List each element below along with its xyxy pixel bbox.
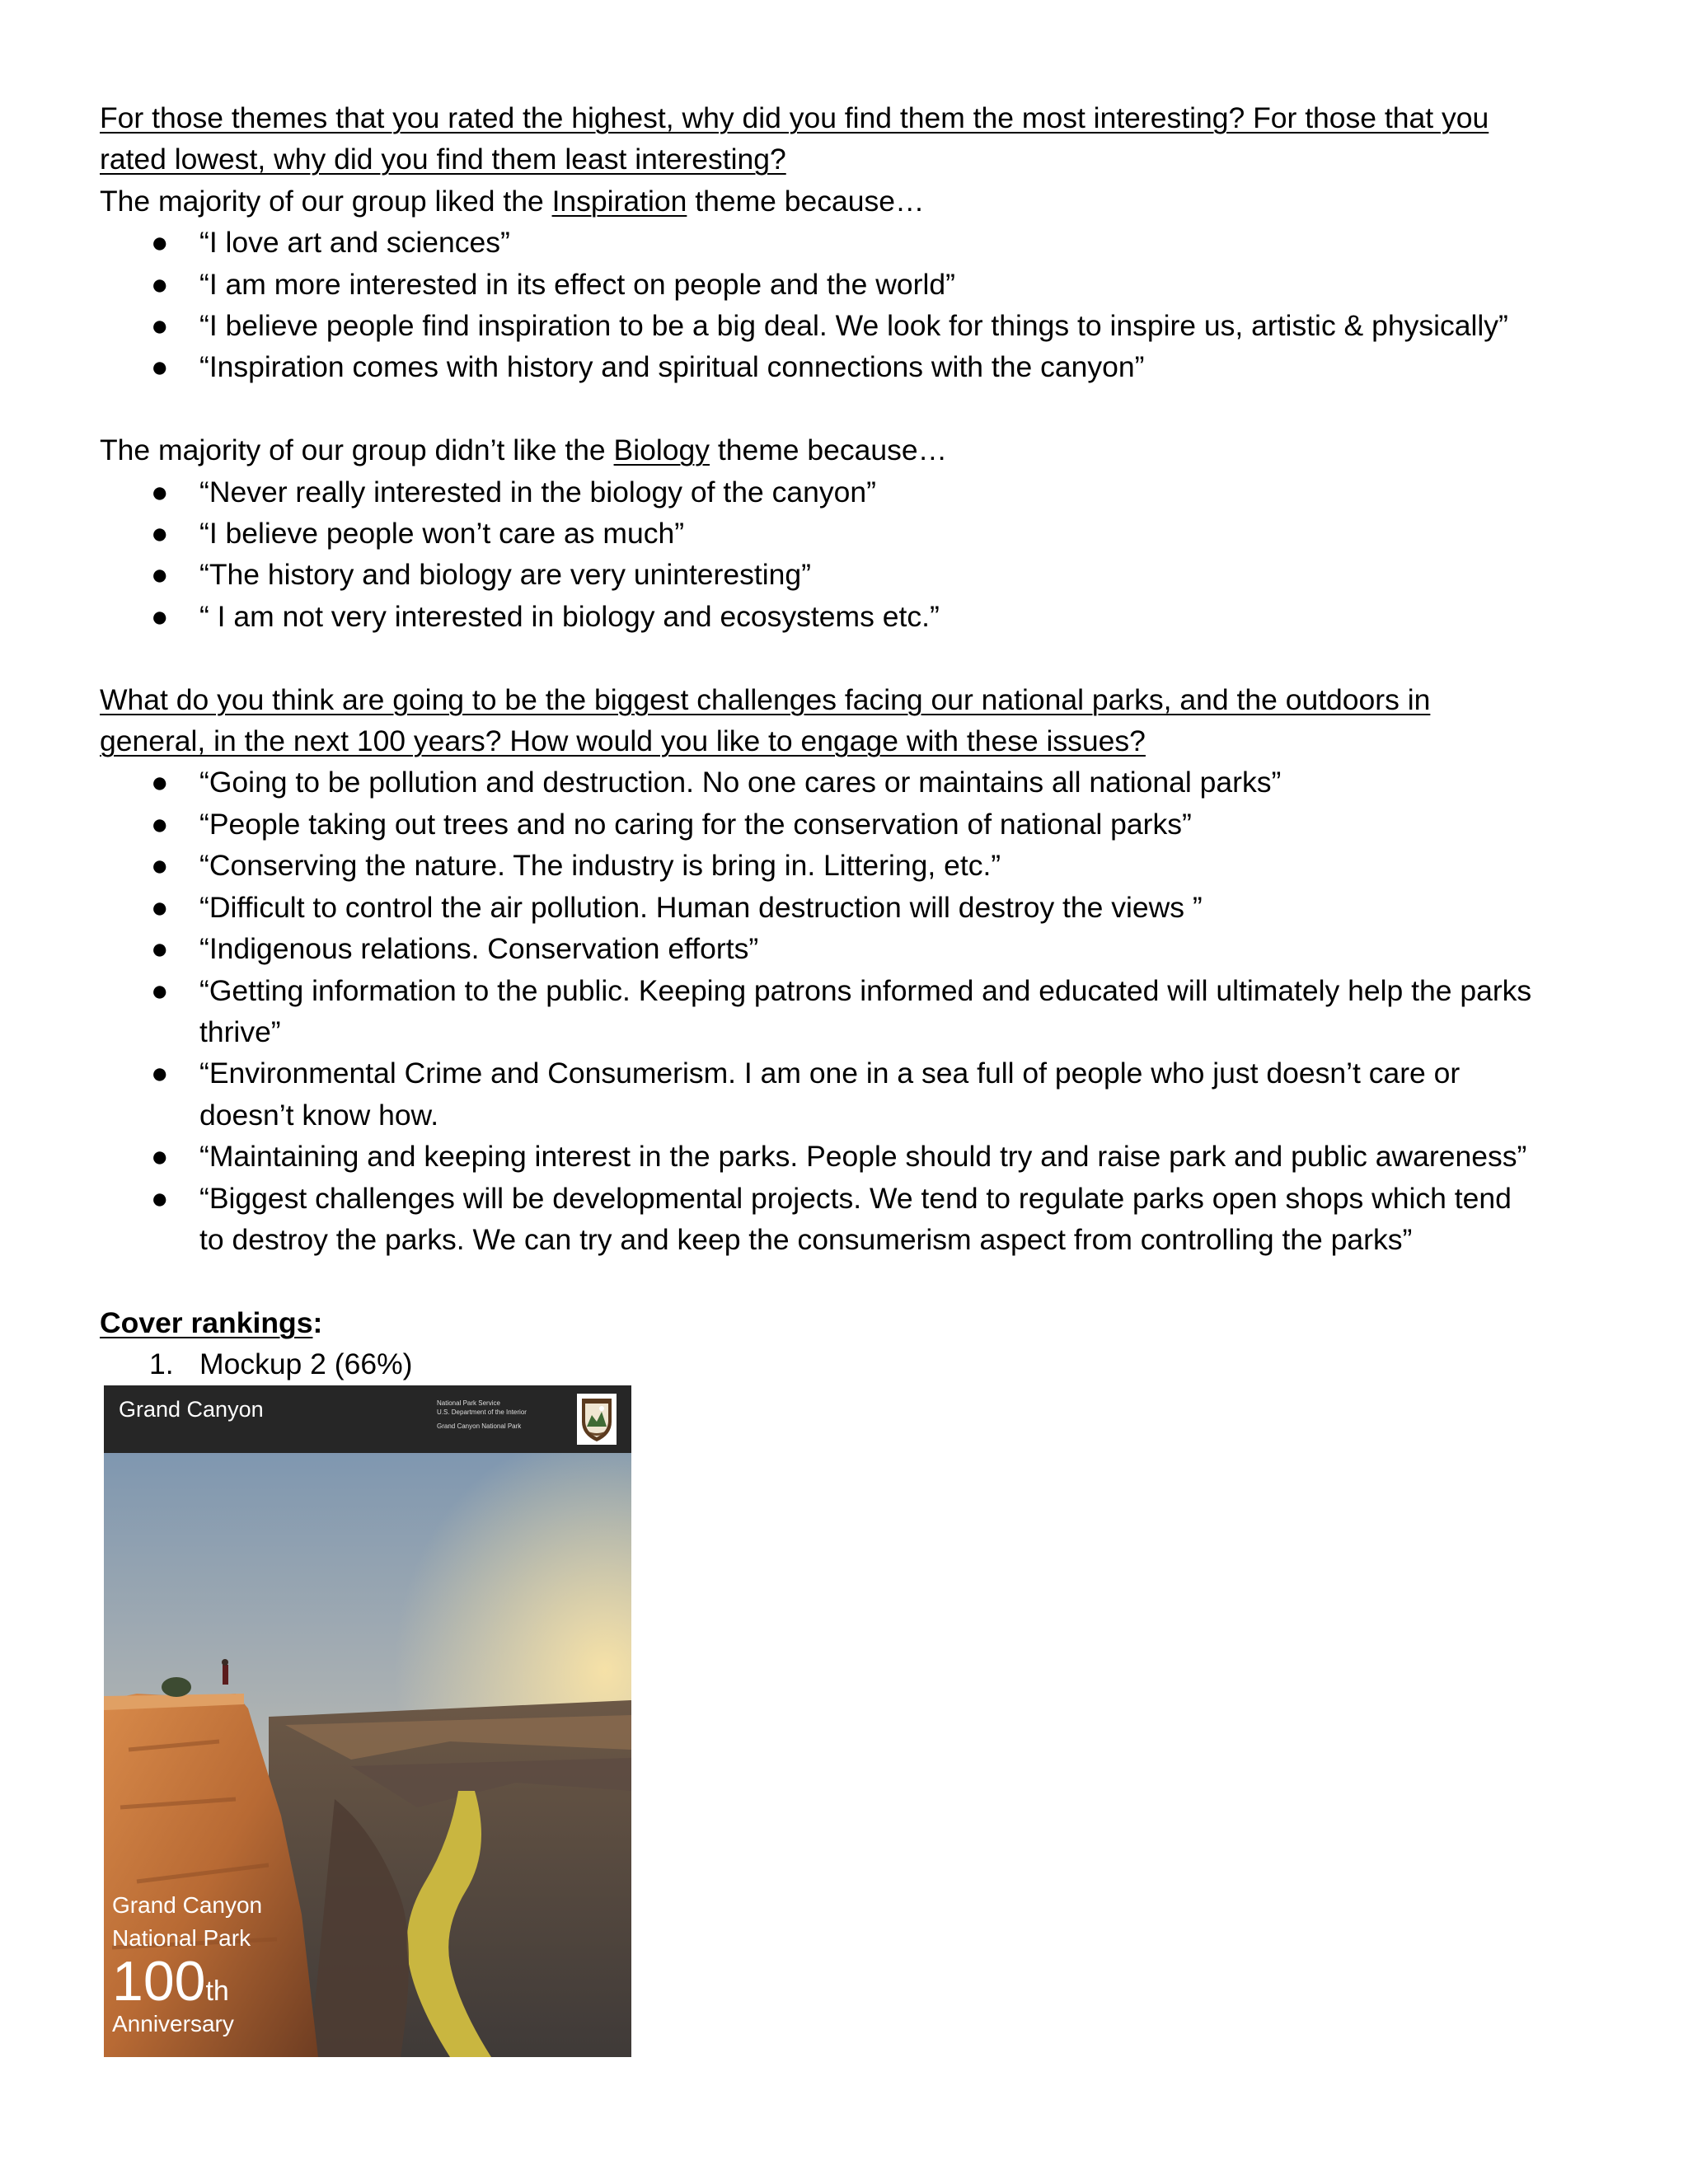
list-item	[100, 1052, 1592, 1136]
liked-intro-suffix: theme because…	[687, 184, 925, 218]
agency-text	[437, 1399, 527, 1431]
cover-rankings-colon: :	[312, 1305, 323, 1339]
list-item	[100, 222, 1592, 263]
bullet-icon: ●	[151, 309, 169, 343]
question-1-heading-line-2: rated lowest, why did you find them least interesting?	[100, 143, 786, 176]
bullet-icon: ●	[151, 973, 169, 1007]
list-item	[100, 596, 1592, 637]
list-item-text-continued: to destroy the parks. We can try and keep the consumerism aspect from controlling the parks”	[199, 1222, 1413, 1256]
disliked-intro-text: The majority of our group didn’t like the	[100, 434, 614, 467]
liked-theme-name: Inspiration	[551, 184, 687, 218]
question-1-heading-line-1: For those themes that you rated the highest, why did you find them the most interesting? For those that you	[100, 101, 1489, 134]
challenges-list	[100, 762, 1592, 1260]
rankings-list	[100, 1343, 1592, 1385]
cover-rankings-heading-text: Cover rankings	[100, 1305, 313, 1339]
cover-title: Grand Canyon	[119, 1397, 264, 1422]
agency-line: National Park Service	[437, 1399, 500, 1407]
list-item	[100, 1136, 1592, 1177]
disliked-theme-name: Biology	[613, 434, 710, 467]
list-item-text: “I am more interested in its effect on people and the world”	[199, 267, 955, 301]
list-item	[100, 887, 1592, 928]
ranking-label: Mockup 2 (66%)	[199, 1347, 413, 1381]
bullet-icon: ●	[151, 475, 169, 509]
cover-header-bar	[104, 1385, 631, 1453]
list-item-text: “Conserving the nature. The industry is bring in. Littering, etc.”	[199, 849, 1001, 883]
bullet-icon: ●	[151, 932, 169, 966]
anniversary-suffix: th	[205, 1975, 229, 2007]
disliked-intro-suffix: theme because…	[709, 434, 948, 467]
list-item	[100, 513, 1592, 554]
ranking-number: 1.	[149, 1347, 174, 1381]
disliked-intro	[100, 429, 1592, 471]
list-item-text: “People taking out trees and no caring for the conservation of national parks”	[199, 807, 1192, 841]
bullet-icon: ●	[151, 890, 169, 924]
question-2-heading-line-1: What do you think are going to be the biggest challenges facing our national parks, and the outdoors in	[100, 682, 1431, 716]
list-item	[100, 762, 1592, 803]
list-item	[100, 1178, 1592, 1261]
bullet-icon: ●	[151, 766, 169, 799]
list-item-text: “Maintaining and keeping interest in the parks. People should try and raise park and public awareness”	[199, 1140, 1527, 1174]
list-item	[100, 264, 1592, 305]
bullet-icon: ●	[151, 267, 169, 301]
list-item	[100, 346, 1592, 387]
liked-intro-text: The majority of our group liked the	[100, 184, 552, 218]
ranking-item	[100, 1343, 1592, 1385]
liked-intro	[100, 180, 1592, 222]
bullet-icon: ●	[151, 1140, 169, 1174]
list-item	[100, 554, 1592, 595]
bullet-icon: ●	[151, 1057, 169, 1090]
list-item-text: “Inspiration comes with history and spiritual connections with the canyon”	[199, 350, 1145, 384]
liked-list	[100, 222, 1592, 388]
list-item-text: “ I am not very interested in biology and ecosystems etc.”	[199, 599, 940, 633]
list-item-text: “I love art and sciences”	[199, 226, 510, 260]
list-item-text-continued: doesn’t know how.	[199, 1098, 439, 1132]
list-item	[100, 845, 1592, 886]
list-item-text: “The history and biology are very uninteresting”	[199, 558, 811, 592]
list-item-text: “Never really interested in the biology of the canyon”	[199, 475, 876, 509]
list-item-text: “Environmental Crime and Consumerism. I am one in a sea full of people who just doesn’t care or	[199, 1057, 1461, 1090]
caption-line-3: Anniversary	[112, 2011, 234, 2036]
list-item	[100, 471, 1592, 513]
bullet-icon: ●	[151, 849, 169, 883]
list-item-text: “Biggest challenges will be developmental projects. We tend to regulate parks open shops which tend	[199, 1181, 1512, 1215]
bullet-icon: ●	[151, 599, 169, 633]
list-item-text: “I believe people won’t care as much”	[199, 517, 685, 551]
list-item	[100, 970, 1592, 1053]
bullet-icon: ●	[151, 807, 169, 841]
list-item-text-continued: thrive”	[199, 1015, 281, 1048]
bullet-icon: ●	[151, 350, 169, 384]
cover-caption	[112, 1889, 262, 2041]
list-item-text: “Difficult to control the air pollution. Human destruction will destroy the views ”	[199, 890, 1203, 924]
list-item	[100, 928, 1592, 969]
list-item-text: “Going to be pollution and destruction. No one cares or maintains all national parks”	[199, 766, 1282, 799]
question-2-heading-line-2: general, in the next 100 years? How would you like to engage with these issues?	[100, 724, 1146, 758]
anniversary-number: 100	[112, 1950, 206, 2013]
disliked-list	[100, 471, 1592, 638]
cover-mockup-image	[104, 1385, 631, 2057]
list-item-text: “Indigenous relations. Conservation efforts”	[199, 932, 759, 966]
cover-rankings-heading	[100, 1302, 1592, 1343]
agency-line: U.S. Department of the Interior	[437, 1408, 527, 1416]
nps-arrowhead-logo-icon	[577, 1394, 617, 1445]
bullet-icon: ●	[151, 558, 169, 592]
bullet-icon: ●	[151, 226, 169, 260]
list-item-text: “Getting information to the public. Keeping patrons informed and educated will ultimately help the parks	[199, 973, 1532, 1007]
list-item-text: “I believe people find inspiration to be a big deal. We look for things to inspire us, artistic & physically”	[199, 309, 1508, 343]
agency-line: Grand Canyon National Park	[437, 1422, 522, 1430]
bullet-icon: ●	[151, 517, 169, 551]
caption-line-2: National Park	[112, 1925, 251, 1951]
bullet-icon: ●	[151, 1181, 169, 1215]
document-body	[100, 97, 1592, 1385]
caption-line-1: Grand Canyon	[112, 1892, 263, 1918]
list-item	[100, 804, 1592, 845]
list-item	[100, 305, 1592, 346]
